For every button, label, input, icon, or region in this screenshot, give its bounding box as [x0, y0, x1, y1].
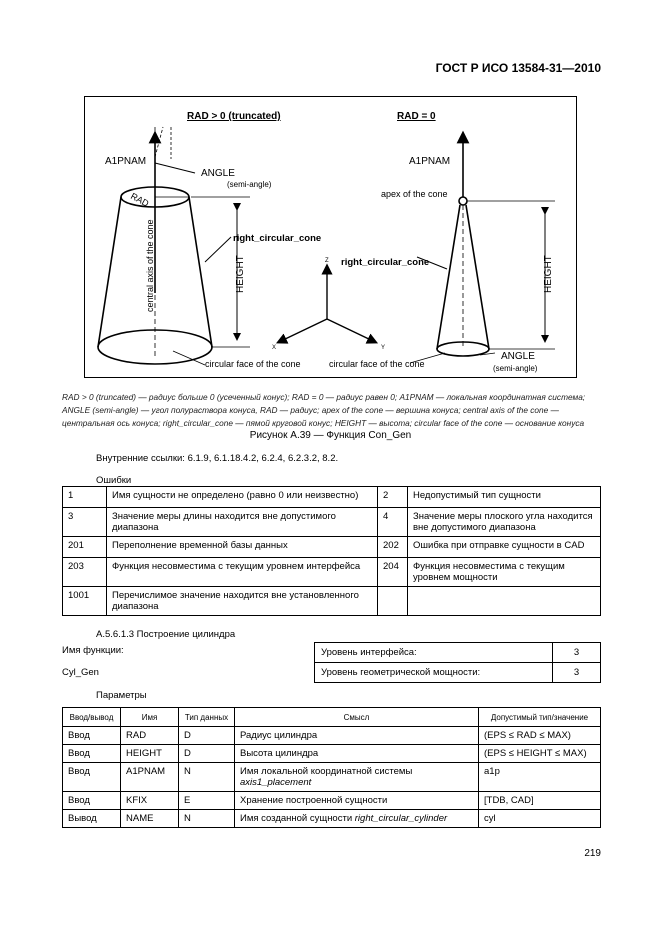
axis-z-label: Z: [325, 258, 329, 264]
error-code: [378, 587, 408, 616]
levels-table: [314, 642, 601, 683]
level-label: Уровень геометрической мощности:: [315, 663, 553, 683]
param-type: E: [179, 792, 235, 810]
error-code: 1001: [63, 587, 107, 616]
error-text: Имя сущности не определено (равно 0 или неизвестно): [107, 487, 378, 508]
axis-y-label: Y: [381, 345, 386, 351]
level-value: 3: [553, 663, 601, 683]
table-row: [315, 663, 601, 683]
axis-x-label: X: [272, 345, 277, 351]
height-right-label: HEIGHT: [543, 255, 554, 293]
left-title: RAD > 0 (truncated): [187, 111, 281, 122]
param-name: NAME: [121, 810, 179, 828]
error-text: [408, 587, 601, 616]
param-io: Ввод: [63, 727, 121, 745]
figure-title: Рисунок А.39 — Функция Con_Gen: [249, 430, 412, 441]
level-value: 3: [553, 643, 601, 663]
error-code: 204: [378, 558, 408, 587]
table-row: [63, 537, 601, 558]
param-type: N: [179, 763, 235, 792]
param-allowed: a1p: [479, 763, 601, 792]
figure-con-gen: [84, 96, 577, 378]
table-row: [63, 763, 601, 792]
error-code: 203: [63, 558, 107, 587]
param-io: Ввод: [63, 763, 121, 792]
errors-label: Ошибки: [96, 475, 132, 486]
col-header: Тип данных: [179, 708, 235, 727]
function-name: Cyl_Gen: [62, 667, 99, 678]
error-text: Функция несовместима с текущим уровнем интерфейса: [107, 558, 378, 587]
params-label: Параметры: [96, 690, 147, 701]
level-label: Уровень интерфейса:: [315, 643, 553, 663]
page-number: 219: [584, 848, 601, 859]
param-name: RAD: [121, 727, 179, 745]
error-text: Переполнение временной базы данных: [107, 537, 378, 558]
param-name: KFIX: [121, 792, 179, 810]
param-meaning: Имя созданной сущности right_circular_cylinder: [235, 810, 479, 828]
central-axis-label: central axis of the cone: [145, 219, 155, 312]
table-header-row: [63, 708, 601, 727]
cone-diagram: [85, 97, 578, 379]
param-io: Ввод: [63, 792, 121, 810]
document-header: ГОСТ Р ИСО 13584-31—2010: [435, 61, 601, 75]
circ-face-left-label: circular face of the cone: [205, 359, 301, 369]
col-header: Имя: [121, 708, 179, 727]
error-text: Функция несовместима с текущим уровнем мощности: [408, 558, 601, 587]
param-io: Ввод: [63, 745, 121, 763]
col-header: Смысл: [235, 708, 479, 727]
param-io: Вывод: [63, 810, 121, 828]
apex-label: apex of the cone: [381, 189, 448, 199]
circ-face-right-label: circular face of the cone: [329, 359, 425, 369]
col-header: Ввод/вывод: [63, 708, 121, 727]
function-name-label: Имя функции:: [62, 645, 124, 656]
semi-angle-label: (semi-angle): [227, 180, 272, 189]
rcc-right-label: right_circular_cone: [341, 257, 430, 268]
error-code: 4: [378, 508, 408, 537]
table-row: [63, 727, 601, 745]
param-allowed: [TDB, CAD]: [479, 792, 601, 810]
table-row: [315, 643, 601, 663]
param-type: N: [179, 810, 235, 828]
param-allowed: (EPS ≤ HEIGHT ≤ MAX): [479, 745, 601, 763]
table-row: [63, 487, 601, 508]
param-meaning: Хранение построенной сущности: [235, 792, 479, 810]
params-table: [62, 707, 601, 828]
height-left-label: HEIGHT: [235, 255, 246, 293]
rcc-left-label: right_circular_cone: [233, 233, 322, 244]
error-code: 2: [378, 487, 408, 508]
error-text: Перечислимое значение находится вне установленного диапазона: [107, 587, 378, 616]
error-text: Ошибка при отправке сущности в CAD: [408, 537, 601, 558]
param-type: D: [179, 727, 235, 745]
angle-label: ANGLE: [201, 168, 235, 179]
internal-references: Внутренние ссылки: 6.1.9, 6.1.18.4.2, 6.2.4, 6.2.3.2, 8.2.: [96, 453, 339, 464]
error-text: Недопустимый тип сущности: [408, 487, 601, 508]
table-row: [63, 508, 601, 537]
param-meaning: Радиус цилиндра: [235, 727, 479, 745]
table-row: [63, 792, 601, 810]
error-text: Значение меры плоского угла находится вне допустимого диапазона: [408, 508, 601, 537]
errors-table: [62, 486, 601, 616]
angle-right-label: ANGLE: [501, 351, 535, 362]
col-header: Допустимый тип/значение: [479, 708, 601, 727]
figure-legend: RAD > 0 (truncated) — радиус больше 0 (усеченный конус); RAD = 0 — радиус равен 0; A1PNAM — локальная координатная система; ANGLE (semi-angle) — угол полураствора конуса, RAD — радиус; apex of the cone — вершина конуса; central axis of the cone — центральная ось конуса; right_circular_cone — пямой круговой конус; HEIGHT — высота; circular face of the cone — основание конуса: [62, 392, 586, 428]
error-code: 202: [378, 537, 408, 558]
param-type: D: [179, 745, 235, 763]
table-row: [63, 587, 601, 616]
table-row: [63, 558, 601, 587]
error-code: 201: [63, 537, 107, 558]
table-row: [63, 745, 601, 763]
param-meaning: Высота цилиндра: [235, 745, 479, 763]
right-title: RAD = 0: [397, 111, 436, 122]
error-code: 1: [63, 487, 107, 508]
param-allowed: (EPS ≤ RAD ≤ MAX): [479, 727, 601, 745]
a1pnam-left-label: A1PNAM: [105, 156, 147, 167]
param-meaning: Имя локальной координатной системы axis1_placement: [235, 763, 479, 792]
param-allowed: cyl: [479, 810, 601, 828]
subsection-title: А.5.6.1.3 Построение цилиндра: [96, 629, 236, 640]
a1pnam-right-label: A1PNAM: [409, 156, 451, 167]
rad-label: RAD: [129, 190, 151, 209]
semi-angle-right-label: (semi-angle): [493, 364, 538, 373]
error-code: 3: [63, 508, 107, 537]
table-row: [63, 810, 601, 828]
param-name: A1PNAM: [121, 763, 179, 792]
error-text: Значение меры длины находится вне допустимого диапазона: [107, 508, 378, 537]
param-name: HEIGHT: [121, 745, 179, 763]
